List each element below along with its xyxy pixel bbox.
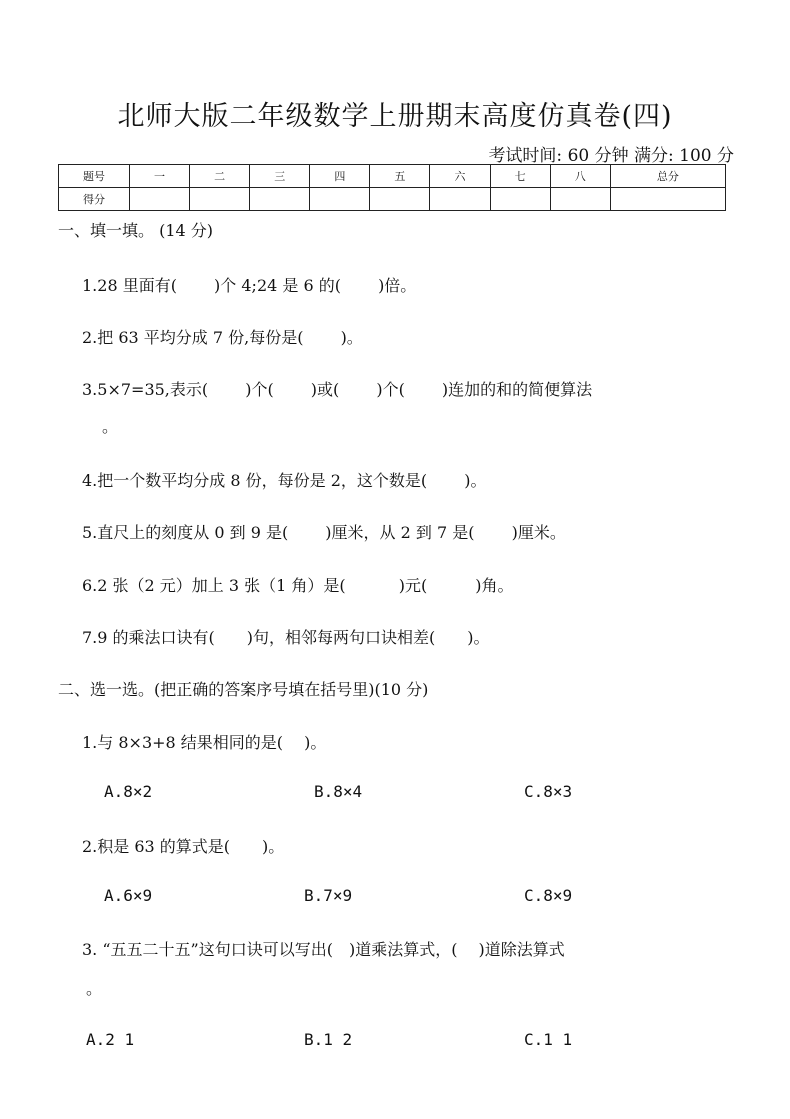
score-input-cell[interactable] — [190, 188, 250, 211]
score-header-cell: 四 — [310, 165, 370, 188]
score-header-cell: 三 — [250, 165, 310, 188]
s1-question-7: 7.9 的乘法口诀有( )句，相邻每两句口诀相差( )。 — [82, 628, 490, 647]
score-header-cell: 五 — [370, 165, 430, 188]
s2-q1-option-b: B.8×4 — [314, 782, 363, 801]
score-input-cell[interactable] — [550, 188, 610, 211]
s1-question-1: 1.28 里面有( )个 4;24 是 6 的( )倍。 — [82, 276, 417, 295]
score-header-cell: 二 — [190, 165, 250, 188]
s2-q1-option-a: A.8×2 — [104, 782, 153, 801]
score-header-cell: 六 — [430, 165, 490, 188]
s2-question-3: 3. “五五二十五”这句口诀可以写出( )道乘法算式，( )道除法算式 — [82, 940, 565, 959]
section-1-heading: 一、填一填。 (14 分) — [58, 221, 214, 240]
s2-question-1: 1.与 8×3+8 结果相同的是( )。 — [82, 733, 327, 752]
score-header-cell: 总分 — [610, 165, 725, 188]
s2-q3-option-a: A.2 1 — [86, 1030, 135, 1049]
s1-question-2: 2.把 63 平均分成 7 份,每份是( )。 — [82, 328, 363, 347]
score-table — [58, 164, 726, 211]
s2-question-3-continuation: 。 — [86, 979, 103, 998]
score-input-cell[interactable] — [430, 188, 490, 211]
s2-q2-option-c: C.8×9 — [524, 886, 573, 905]
section-2-heading: 二、选一选。(把正确的答案序号填在括号里)(10 分) — [58, 680, 429, 699]
score-table-score-row — [59, 188, 726, 211]
score-input-cell[interactable] — [310, 188, 370, 211]
score-input-cell[interactable] — [610, 188, 725, 211]
score-input-cell[interactable] — [370, 188, 430, 211]
score-input-cell[interactable] — [490, 188, 550, 211]
score-input-cell[interactable] — [250, 188, 310, 211]
s1-question-3-continuation: 。 — [102, 417, 119, 436]
s2-q2-option-b: B.7×9 — [304, 886, 353, 905]
score-row-label: 得分 — [59, 188, 130, 211]
score-header-cell: 一 — [130, 165, 190, 188]
page-title: 北师大版二年级数学上册期末高度仿真卷(四) — [117, 101, 673, 132]
s2-q3-option-c: C.1 1 — [524, 1030, 573, 1049]
exam-meta: 考试时间: 60 分钟 满分: 100 分 — [488, 146, 734, 166]
score-header-cell: 题号 — [59, 165, 130, 188]
s2-q2-option-a: A.6×9 — [104, 886, 153, 905]
score-table-header-row — [59, 165, 726, 188]
score-header-cell: 七 — [490, 165, 550, 188]
s2-q3-option-b: B.1 2 — [304, 1030, 353, 1049]
s1-question-3: 3.5×7=35,表示( )个( )或( )个( )连加的和的简便算法 — [82, 380, 593, 399]
s2-question-2: 2.积是 63 的算式是( )。 — [82, 837, 285, 856]
score-input-cell[interactable] — [130, 188, 190, 211]
s2-q1-option-c: C.8×3 — [524, 782, 573, 801]
s1-question-5: 5.直尺上的刻度从 0 到 9 是( )厘米，从 2 到 7 是( )厘米。 — [82, 523, 566, 542]
s1-question-4: 4.把一个数平均分成 8 份，每份是 2，这个数是( )。 — [82, 471, 487, 490]
s1-question-6: 6.2 张（2 元）加上 3 张（1 角）是( )元( )角。 — [82, 576, 514, 595]
score-header-cell: 八 — [550, 165, 610, 188]
